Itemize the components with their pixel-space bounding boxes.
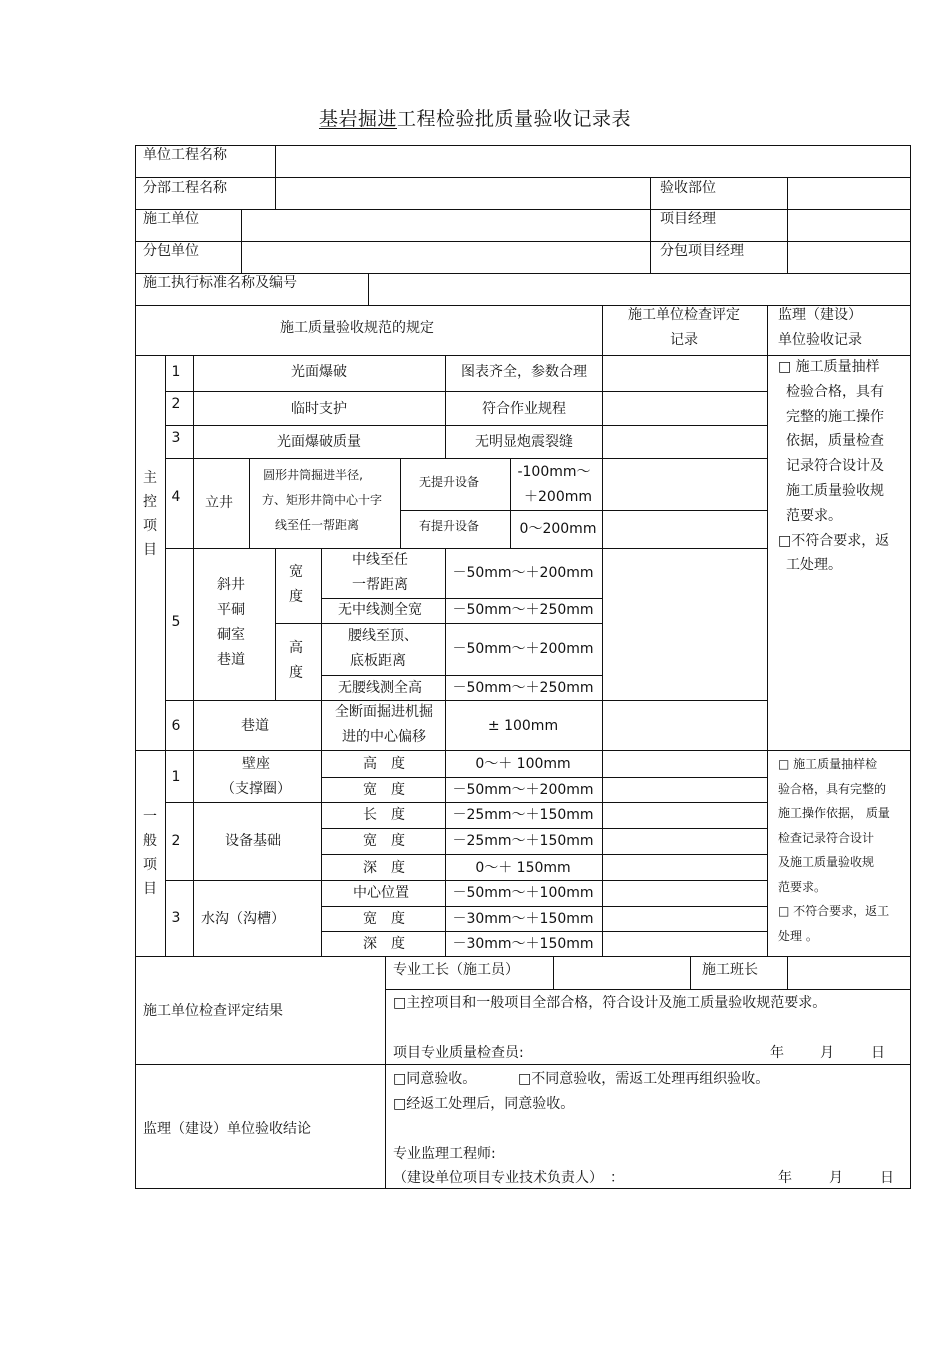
general-item-3-param-3: 深 度 [363, 935, 405, 952]
item-3-no: 3 [171, 429, 181, 446]
grid-hline [135, 305, 911, 306]
general-item-2-param-2: 宽 度 [363, 832, 405, 849]
general-item-3-param-1: 中心位置 [353, 884, 409, 901]
grid-vline [165, 355, 166, 957]
item-4-value-2: 0～200mm [519, 520, 597, 537]
general-item-3-value-1: －50mm～＋100mm [452, 884, 594, 901]
supervision-year: 年 [778, 1169, 792, 1186]
grid-hline [135, 273, 911, 274]
grid-vline [650, 177, 651, 274]
grid-vline [602, 305, 603, 957]
label-acceptance-part: 验收部位 [660, 179, 716, 196]
general-item-2-no: 2 [171, 832, 181, 849]
general-item-2-param-1: 长 度 [363, 806, 405, 823]
grid-vline [249, 458, 250, 549]
grid-vline [321, 548, 322, 701]
label-standard-name: 施工执行标准名称及编号 [143, 274, 297, 291]
item-4-no: 4 [171, 488, 181, 505]
label-subcontract-manager: 分包项目经理 [660, 242, 744, 259]
grid-hline [165, 700, 768, 701]
grid-hline [135, 145, 911, 146]
grid-hline [321, 828, 768, 829]
grid-hline [135, 1188, 911, 1189]
grid-hline [321, 906, 768, 907]
grid-hline [321, 854, 768, 855]
team-leader-label: 施工班长 [702, 961, 758, 978]
item-4-value-1b: ＋200mm [524, 488, 592, 505]
general-item-2-value-1: －25mm～＋150mm [452, 806, 594, 823]
grid-hline [275, 623, 603, 624]
item-5-row-1-desc-a: 中线至任 [352, 551, 408, 568]
page-title [0, 104, 950, 131]
general-label: 一 般 项 目 [143, 809, 157, 897]
grid-hline [165, 802, 768, 803]
item-4-name: 立井 [205, 494, 233, 511]
grid-vline [445, 355, 446, 459]
grid-vline [910, 145, 911, 1189]
construction-year: 年 [770, 1044, 784, 1061]
general-remark: □ 施工质量抽样检 验合格，具有完整的 施工操作依据， 质量 检查记录符合设计 及施工质量验收规 范要求。 □ 不符合要求，返工 处理 。 [778, 757, 890, 943]
heading-check-record-2: 记录 [670, 331, 698, 348]
item-6-value: ± 100mm [487, 717, 559, 734]
grid-hline [135, 209, 911, 210]
grid-hline [321, 598, 603, 599]
grid-hline [321, 675, 603, 676]
general-item-3-value-2: －30mm～＋150mm [452, 910, 594, 927]
grid-hline [400, 510, 768, 511]
item-5-row-4-value: －50mm～＋250mm [452, 679, 594, 696]
item-4-value-1a: -100mm～ [517, 463, 591, 480]
item-5-row-1-value: －50mm～＋200mm [452, 564, 594, 581]
general-item-2-value-3: 0～＋ 150mm [475, 859, 571, 876]
grid-hline [135, 177, 911, 178]
construction-result-label: 施工单位检查评定结果 [143, 1002, 283, 1019]
heading-supervision-1: 监理（建设） [778, 306, 862, 323]
grid-hline [165, 880, 768, 881]
item-6-desc-a: 全断面掘进机掘 [335, 703, 433, 720]
grid-hline [135, 956, 911, 957]
item-2-requirement: 符合作业规程 [482, 400, 566, 417]
grid-vline [787, 177, 788, 274]
item-5-row-1-desc-b: 一帮距离 [352, 576, 408, 593]
grid-hline [321, 777, 768, 778]
item-5-row-2-desc: 无中线测全宽 [338, 601, 422, 618]
label-construction-unit: 施工单位 [143, 210, 199, 227]
grid-hline [165, 391, 768, 392]
item-5-no: 5 [171, 613, 181, 630]
construction-day: 日 [871, 1044, 885, 1061]
supervision-result-label: 监理（建设）单位验收结论 [143, 1120, 311, 1137]
grid-vline [445, 548, 446, 701]
grid-vline [275, 145, 276, 178]
grid-hline [165, 458, 768, 459]
title-rest: 工程检验批质量验收记录表 [397, 108, 632, 130]
grid-hline [385, 989, 911, 990]
item-4-desc-1: 圆形井筒掘进半径, [263, 468, 363, 483]
item-5-width-label: 宽 度 [289, 564, 303, 605]
supervision-month: 月 [829, 1169, 843, 1186]
item-1-requirement: 图表齐全，参数合理 [461, 363, 587, 380]
grid-hline [135, 241, 911, 242]
title-underlined: 基岩掘进 [318, 108, 397, 130]
grid-vline [321, 700, 322, 751]
supervision-after-rework: □经返工处理后，同意验收。 [393, 1095, 575, 1112]
item-4-cond-1: 无提升设备 [418, 475, 480, 490]
item-5-row-2-value: －50mm～＋250mm [452, 601, 594, 618]
foreman-label: 专业工长（施工员） [393, 961, 519, 978]
general-item-1-value-1: 0～＋ 100mm [475, 755, 571, 772]
grid-vline [193, 548, 194, 957]
item-3-name: 光面爆破质量 [277, 433, 361, 450]
grid-hline [135, 750, 911, 751]
inspector-label: 项目专业质量检查员: [393, 1044, 524, 1061]
item-4-desc-3: 线至任一帮距离 [274, 518, 360, 533]
general-item-2-name: 设备基础 [225, 832, 281, 849]
item-5-row-3-desc-b: 底板距离 [350, 652, 406, 669]
main-control-remark: □ 施工质量抽样 检验合格，具有 完整的施工操作 依据，质量检查 记录符合设计及 施工质量验收规 范要求。 □不符合要求，返 工处理。 [778, 359, 890, 574]
grid-hline [165, 548, 768, 549]
general-item-1-param-2: 宽 度 [363, 781, 405, 798]
label-subcontract-unit: 分包单位 [143, 242, 199, 259]
grid-vline [445, 750, 446, 957]
grid-hline [135, 1064, 911, 1065]
supervision-engineer: 专业监理工程师: [393, 1145, 496, 1162]
heading-supervision-2: 单位验收记录 [778, 331, 862, 348]
general-item-1-no: 1 [171, 768, 181, 785]
construction-month: 月 [820, 1044, 834, 1061]
grid-vline [135, 145, 136, 1189]
construction-statement: □主控项目和一般项目全部合格，符合设计及施工质量验收规范要求。 [393, 994, 827, 1011]
item-4-cond-2: 有提升设备 [418, 519, 480, 534]
general-item-3-name: 水沟（沟槽） [201, 910, 285, 927]
grid-vline [193, 355, 194, 549]
general-item-1-name-a: 壁座 [242, 755, 270, 772]
grid-vline [275, 177, 276, 210]
item-5-row-4-desc: 无腰线测全高 [338, 679, 422, 696]
item-5-name: 斜井 平硐 硐室 巷道 [217, 577, 245, 668]
item-5-row-3-value: －50mm～＋200mm [452, 640, 594, 657]
supervision-agree: □同意验收。 [393, 1070, 477, 1087]
heading-check-record-1: 施工单位检查评定 [628, 306, 740, 323]
grid-vline [241, 209, 242, 274]
grid-vline [445, 700, 446, 751]
general-item-2-param-3: 深 度 [363, 859, 405, 876]
general-item-2-value-2: －25mm～＋150mm [452, 832, 594, 849]
item-3-requirement: 无明显炮震裂缝 [475, 433, 573, 450]
grid-vline [510, 458, 511, 549]
grid-vline [368, 273, 369, 306]
heading-spec: 施工质量验收规范的规定 [280, 319, 434, 336]
grid-vline [690, 956, 691, 990]
grid-vline [787, 956, 788, 990]
item-6-desc-b: 进的中心偏移 [342, 728, 426, 745]
grid-vline [400, 458, 401, 549]
grid-hline [321, 931, 768, 932]
item-5-height-label: 高 度 [289, 640, 303, 681]
item-6-name: 巷道 [241, 717, 269, 734]
item-6-no: 6 [171, 717, 181, 734]
item-1-name: 光面爆破 [291, 363, 347, 380]
general-item-1-param-1: 高 度 [363, 755, 405, 772]
grid-vline [767, 305, 768, 957]
label-project-manager: 项目经理 [660, 210, 716, 227]
general-item-3-param-2: 宽 度 [363, 910, 405, 927]
item-5-row-3-desc-a: 腰线至顶、 [348, 627, 418, 644]
item-2-name: 临时支护 [291, 400, 347, 417]
item-2-no: 2 [171, 395, 181, 412]
supervision-disagree: □不同意验收，需返工处理再组织验收。 [518, 1070, 770, 1087]
grid-hline [165, 425, 768, 426]
supervision-day: 日 [880, 1169, 894, 1186]
supervision-owner-rep: （建设单位项目专业技术负责人） ： [393, 1169, 624, 1186]
label-sub-project-name: 分部工程名称 [143, 179, 227, 196]
grid-vline [275, 548, 276, 701]
grid-vline [385, 956, 386, 1189]
general-item-1-value-2: －50mm～＋200mm [452, 781, 594, 798]
main-control-label: 主 控 项 目 [143, 470, 157, 558]
grid-vline [321, 750, 322, 957]
general-item-1-name-b: （支撑圈） [221, 780, 291, 797]
item-1-no: 1 [171, 363, 181, 380]
general-item-3-value-3: －30mm～＋150mm [452, 935, 594, 952]
general-item-3-no: 3 [171, 909, 181, 926]
label-unit-project-name: 单位工程名称 [143, 146, 227, 163]
grid-vline [553, 956, 554, 990]
item-4-desc-2: 方、矩形井筒中心十字 [261, 493, 383, 508]
